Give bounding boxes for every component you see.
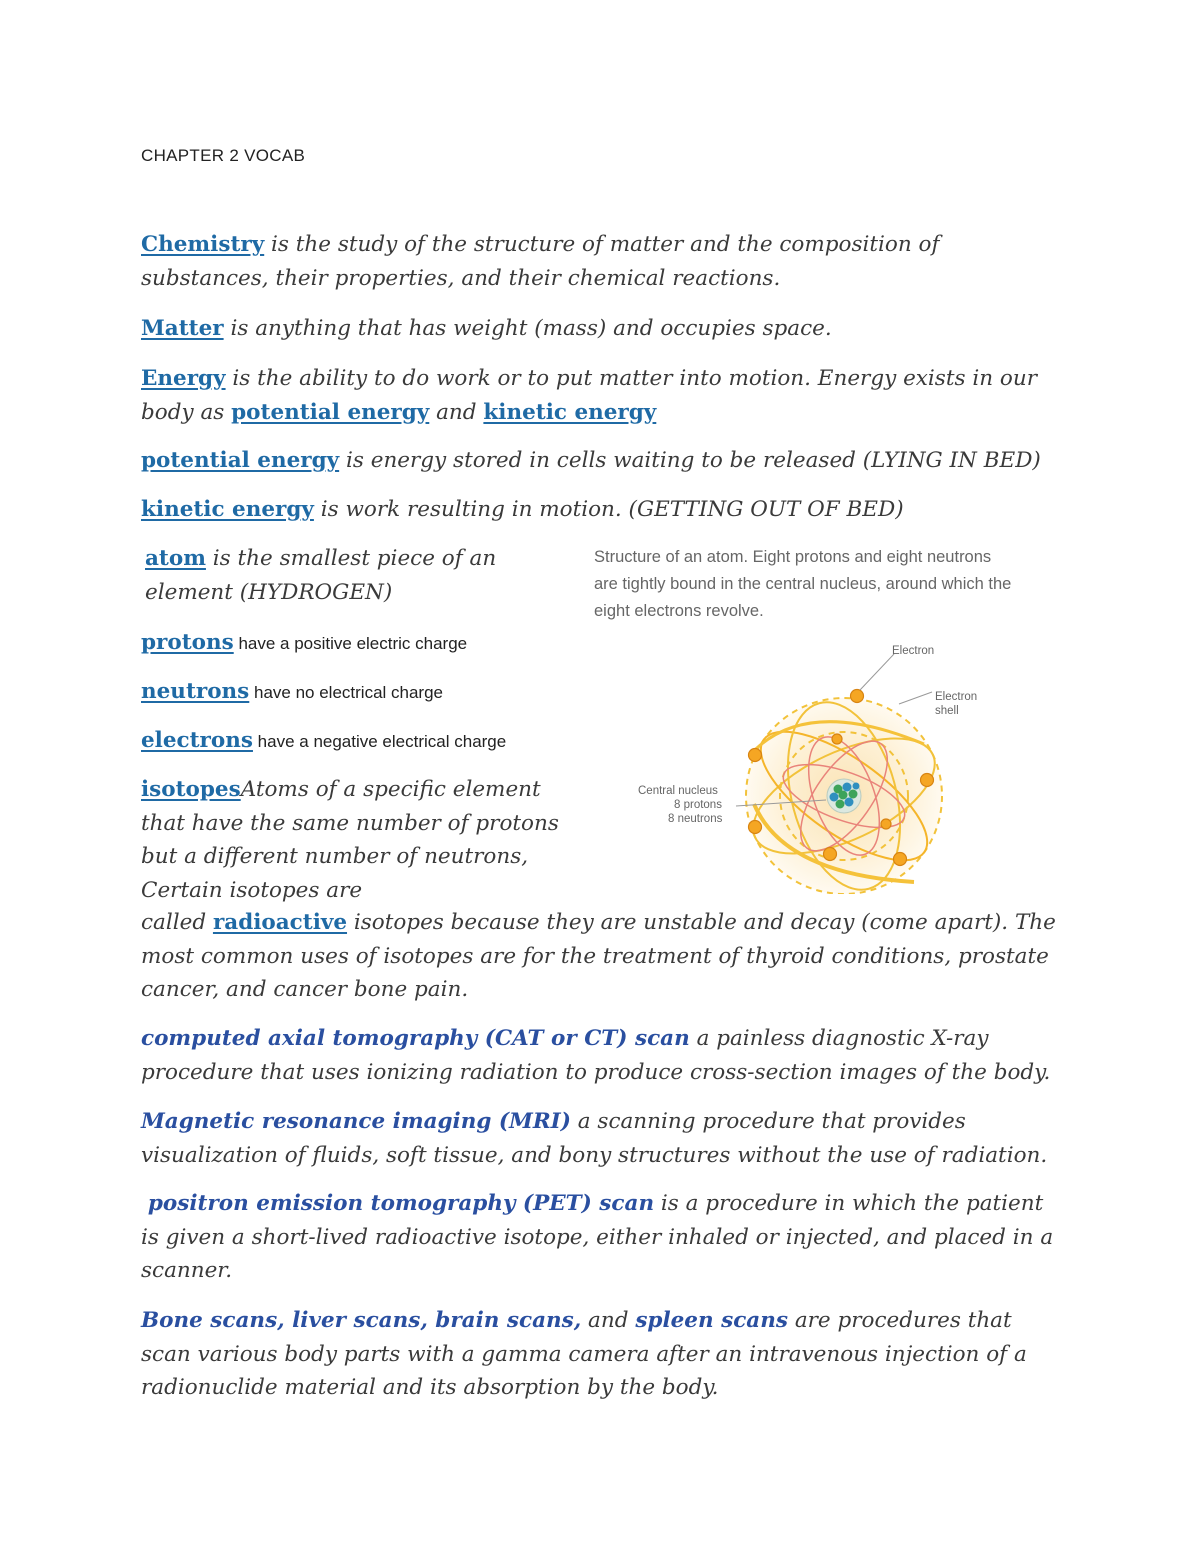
atom-diagram [594,544,1014,894]
label-nucleus-2: 8 protons [674,799,722,811]
term-spleen-scans: spleen scans [635,1308,788,1333]
entry-matter: Matter is anything that has weight (mass) and occupies space. [141,316,832,341]
entry-energy: Energy is the ability to do work or to put matter into motion. Energy exists in our body as potential energy and kinetic energy [141,366,1037,425]
entry-electrons: electrons have a negative electrical charge [141,728,507,753]
page-title: CHAPTER 2 VOCAB [141,146,306,165]
label-nucleus-1: Central nucleus [638,785,718,797]
label-nucleus-3: 8 neutrons [668,813,723,825]
term-isotopes[interactable]: isotopes [141,777,241,802]
entry-ct-scan: computed axial tomography (CAT or CT) scan a painless diagnostic X-ray procedure that uses ionizing radiation to produce cross-section images of the body. [141,1026,1051,1085]
entry-neutrons: neutrons have no electrical charge [141,679,444,704]
entry-atom: atom is the smallest piece of an element (HYDROGEN) [145,546,497,605]
entry-protons: protons have a positive electric charge [141,630,468,655]
term-pet-scan: positron emission tomography (PET) scan [147,1191,655,1216]
term-matter[interactable]: Matter [141,316,224,341]
term-chemistry[interactable]: Chemistry [141,232,265,257]
figure-caption: Structure of an atom. Eight protons and eight neutrons are tightly bound in the central nucleus, around which the eight electrons revolve. [594,548,1012,620]
term-ct-scan: computed axial tomography (CAT or CT) scan [141,1026,690,1051]
entry-chemistry: Chemistry is the study of the structure of matter and the composition of substances, their properties, and their chemical reactions. [141,232,940,291]
term-protons[interactable]: protons [141,630,234,655]
entry-potential-energy: potential energy is energy stored in cells waiting to be released (LYING IN BED) [141,448,1041,473]
label-electron-shell-1: Electron [935,691,978,703]
entry-pet-scan: positron emission tomography (PET) scan is a procedure in which the patient is given a short-lived radioactive isotope, either inhaled or injected, and placed in a scanner. [141,1191,1054,1283]
nucleus [827,779,861,813]
link-potential-energy[interactable]: potential energy [231,399,430,425]
entry-isotopes-continued: called radioactive isotopes because they are unstable and decay (come apart). The most common uses of isotopes are for the treatment of thyroid conditions, prostate cancer, and cancer bone pain. [141,910,1056,1002]
term-potential-energy[interactable]: potential energy [141,448,340,473]
link-kinetic-energy[interactable]: kinetic energy [483,399,657,425]
term-electrons[interactable]: electrons [141,728,253,753]
term-neutrons[interactable]: neutrons [141,679,250,704]
label-electron-shell-2: shell [935,705,959,717]
entry-isotopes: isotopesAtoms of a specific element that have the same number of protons but a different number of neutrons, Certain isotopes are [141,777,559,903]
entry-kinetic-energy: kinetic energy is work resulting in motion. (GETTING OUT OF BED) [141,497,904,522]
term-organ-scans: Bone scans, liver scans, brain scans, [141,1308,582,1333]
entry-scans: Bone scans, liver scans, brain scans, and spleen scans are procedures that scan various body parts with a gamma camera after an intravenous injection of a radionuclide material and its absorption by the body. [141,1308,1027,1400]
entry-mri: Magnetic resonance imaging (MRI) a scanning procedure that provides visualization of fluids, soft tissue, and bony structures without the use of radiation. [141,1109,1048,1168]
term-mri: Magnetic resonance imaging (MRI) [141,1109,571,1134]
link-radioactive[interactable]: radioactive [212,910,348,935]
label-electron: Electron [892,645,935,657]
term-energy[interactable]: Energy [141,366,226,391]
atom-figure [594,544,1014,894]
term-atom[interactable]: atom [145,546,206,571]
term-kinetic-energy[interactable]: kinetic energy [141,497,314,522]
